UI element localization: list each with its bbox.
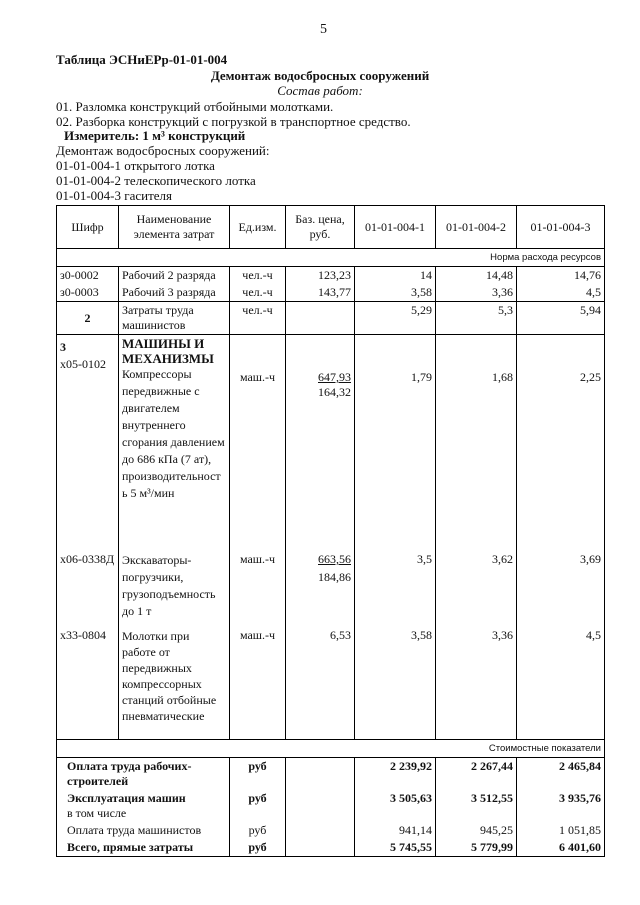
page-number: 5 (320, 22, 327, 37)
header-variant-2: 01-01-004-2 (436, 206, 517, 249)
cell-name: Затраты труда машинистов (119, 302, 230, 335)
header-variant-3: 01-01-004-3 (517, 206, 605, 249)
price-main: 647,93 (318, 370, 351, 384)
header-code: Шифр (57, 206, 119, 249)
cost-v1: 5 745,55 (355, 839, 436, 857)
header-row (57, 206, 605, 249)
cost-row (57, 790, 605, 822)
work-item: 01. Разломка конструкций отбойными молотками. (56, 99, 334, 114)
cost-unit: руб (230, 839, 286, 857)
cell-unit: маш.-ч (230, 335, 286, 552)
cell-v1: 3,58 (355, 627, 436, 740)
cell-price: 143,77 (286, 284, 355, 302)
cost-row (57, 758, 605, 791)
cell-v2: 3,36 (436, 284, 517, 302)
cost-v2: 2 267,44 (436, 758, 517, 791)
cell-v2: 14,48 (436, 267, 517, 285)
cost-unit: руб (230, 790, 286, 822)
table-row (57, 267, 605, 285)
variant-item: 01-01-004-1 открытого лотка (56, 158, 215, 173)
cost-name: Эксплуатация машин в том числе (57, 790, 230, 822)
header-name: Наименование элемента затрат (119, 206, 230, 249)
cell-unit: маш.-ч (230, 627, 286, 740)
section-name: МАШИНЫ И МЕХАНИЗМЫ (122, 336, 214, 366)
table-row (57, 627, 605, 740)
cost-row (57, 822, 605, 839)
cell-v3: 5,94 (517, 302, 605, 335)
variants-intro: Демонтаж водосбросных сооружений: (56, 143, 270, 158)
cell-v3: 4,5 (517, 627, 605, 740)
cost-unit: руб (230, 758, 286, 791)
cost-v1: 2 239,92 (355, 758, 436, 791)
variant-item: 01-01-004-3 гасителя (56, 188, 172, 203)
cell-v1: 5,29 (355, 302, 436, 335)
cost-name: Всего, прямые затраты (57, 839, 230, 857)
cell-v3: 14,76 (517, 267, 605, 285)
table-row (57, 335, 605, 552)
cell-v2: 1,68 (436, 335, 517, 552)
section-code: 3 (60, 340, 66, 354)
cell-v2: 3,62 (436, 551, 517, 627)
cell-unit: чел.-ч (230, 267, 286, 285)
cost-v2: 3 512,55 (436, 790, 517, 822)
cost-price (286, 839, 355, 857)
header-unit: Ед.изм. (230, 206, 286, 249)
cost-v1: 941,14 (355, 822, 436, 839)
cost-label-row (57, 740, 605, 758)
cell-v2: 5,3 (436, 302, 517, 335)
header-variant-1: 01-01-004-1 (355, 206, 436, 249)
cost-v3: 6 401,60 (517, 839, 605, 857)
machine-name: Компрессоры передвижные с двигателем внутреннего сгорания давлением до 686 кПа (7 ат), производительност ь 5 м³/мин (122, 367, 225, 500)
cell-code: з0-0003 (57, 284, 119, 302)
norm-label-row (57, 249, 605, 267)
cost-v1: 3 505,63 (355, 790, 436, 822)
cell-price (286, 302, 355, 335)
cost-label: Стоимостные показатели (57, 740, 605, 758)
cell-code: х06-0338Д (57, 551, 119, 627)
cost-v2: 945,25 (436, 822, 517, 839)
table-title: Таблица ЭСНиЕРр-01-01-004 (56, 52, 228, 67)
cell-code (57, 335, 119, 552)
cost-v3: 2 465,84 (517, 758, 605, 791)
table-row (57, 284, 605, 302)
cell-name: Рабочий 2 разряда (119, 267, 230, 285)
cell-v1: 1,79 (355, 335, 436, 552)
price-machinist: 184,86 (318, 570, 351, 584)
cell-price (286, 551, 355, 627)
cost-name: Оплата труда машинистов (57, 822, 230, 839)
cost-sub: в том числе (67, 806, 127, 820)
cell-code: х33-0804 (57, 627, 119, 740)
cell-v3: 2,25 (517, 335, 605, 552)
cost-unit: руб (230, 822, 286, 839)
table-row (57, 551, 605, 627)
cost-price (286, 822, 355, 839)
cell-name: Молотки при работе от передвижных компрессорных станций отбойные пневматические (119, 627, 230, 740)
cell-v3: 4,5 (517, 284, 605, 302)
cost-v3: 3 935,76 (517, 790, 605, 822)
price-main: 663,56 (318, 552, 351, 566)
cell-price: 123,23 (286, 267, 355, 285)
header-price: Баз. цена, руб. (286, 206, 355, 249)
cell-name: Экскаваторы-погрузчики, грузоподъемность до 1 т (119, 551, 230, 627)
composition-title: Состав работ: (277, 83, 363, 98)
resource-table (56, 205, 605, 857)
machine-code: х05-0102 (60, 357, 106, 371)
variant-item: 01-01-004-2 телескопического лотка (56, 173, 256, 188)
cost-price (286, 758, 355, 791)
work-item: 02. Разборка конструкций с погрузкой в транспортное средство. (56, 114, 411, 129)
cell-price (286, 335, 355, 552)
norm-label: Норма расхода ресурсов (57, 249, 605, 267)
cell-v1: 3,58 (355, 284, 436, 302)
cost-name: Оплата труда рабочих-строителей (57, 758, 230, 791)
meter: Измеритель: 1 м³ конструкций (64, 128, 246, 143)
cell-v1: 14 (355, 267, 436, 285)
cost-row (57, 839, 605, 857)
cost-price (286, 790, 355, 822)
cell-unit: чел.-ч (230, 284, 286, 302)
cell-v3: 3,69 (517, 551, 605, 627)
table-row (57, 302, 605, 335)
price-machinist: 164,32 (318, 385, 351, 399)
cell-price: 6,53 (286, 627, 355, 740)
cell-code: з0-0002 (57, 267, 119, 285)
cell-unit: чел.-ч (230, 302, 286, 335)
cell-unit: маш.-ч (230, 551, 286, 627)
cost-v2: 5 779,99 (436, 839, 517, 857)
cost-v3: 1 051,85 (517, 822, 605, 839)
cell-v2: 3,36 (436, 627, 517, 740)
cell-name: Рабочий 3 разряда (119, 284, 230, 302)
cell-name (119, 335, 230, 552)
cell-code: 2 (57, 302, 119, 335)
cell-v1: 3,5 (355, 551, 436, 627)
section-title: Демонтаж водосбросных сооружений (210, 68, 430, 83)
